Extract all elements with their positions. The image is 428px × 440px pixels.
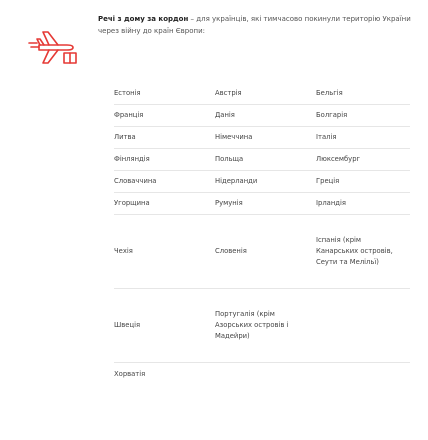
country-cell: Словаччина — [114, 177, 157, 185]
country-cell: Данія — [215, 111, 235, 119]
country-cell: Німеччина — [215, 133, 253, 141]
country-cell: Бельгія — [316, 89, 343, 97]
table-row — [114, 289, 410, 363]
header — [0, 0, 428, 70]
countries-table — [114, 83, 410, 385]
country-cell — [316, 363, 404, 385]
table-row — [114, 83, 410, 105]
table-row — [114, 215, 410, 289]
table-row — [114, 171, 410, 193]
country-cell: Іспанія (крім Канарських островів, Сеути та Мелільї) — [316, 236, 393, 266]
plane-parcel-icon — [27, 26, 84, 66]
intro-rest: – для українців, які тимчасово покинули територію України через війну до країн Європи: — [98, 15, 411, 35]
country-cell: Фінляндія — [114, 155, 150, 163]
table-row — [114, 363, 410, 385]
intro-text — [98, 13, 416, 37]
country-cell: Чехія — [114, 247, 133, 255]
country-cell: Греція — [316, 177, 340, 185]
country-cell: Ірландія — [316, 199, 346, 207]
country-cell: Румунія — [215, 199, 243, 207]
country-cell: Люксембург — [316, 155, 361, 163]
table-row — [114, 193, 410, 215]
country-cell: Польща — [215, 155, 244, 163]
country-cell: Естонія — [114, 89, 141, 97]
country-cell — [316, 289, 404, 362]
table-row — [114, 105, 410, 127]
country-cell — [215, 363, 303, 385]
country-cell: Португалія (крім Азорських островів і Мадейри) — [215, 310, 289, 340]
country-cell: Литва — [114, 133, 136, 141]
country-cell: Нідерланди — [215, 177, 258, 185]
country-cell: Словенія — [215, 247, 247, 255]
country-cell: Австрія — [215, 89, 242, 97]
country-cell: Хорватія — [114, 369, 146, 378]
intro-bold: Речі з дому за кордон — [98, 15, 189, 23]
table-row — [114, 149, 410, 171]
country-cell: Угорщина — [114, 199, 150, 207]
table-row — [114, 127, 410, 149]
country-cell: Франція — [114, 111, 144, 119]
country-cell: Швеція — [114, 321, 141, 329]
country-cell: Болгарія — [316, 111, 348, 119]
country-cell: Італія — [316, 133, 337, 141]
